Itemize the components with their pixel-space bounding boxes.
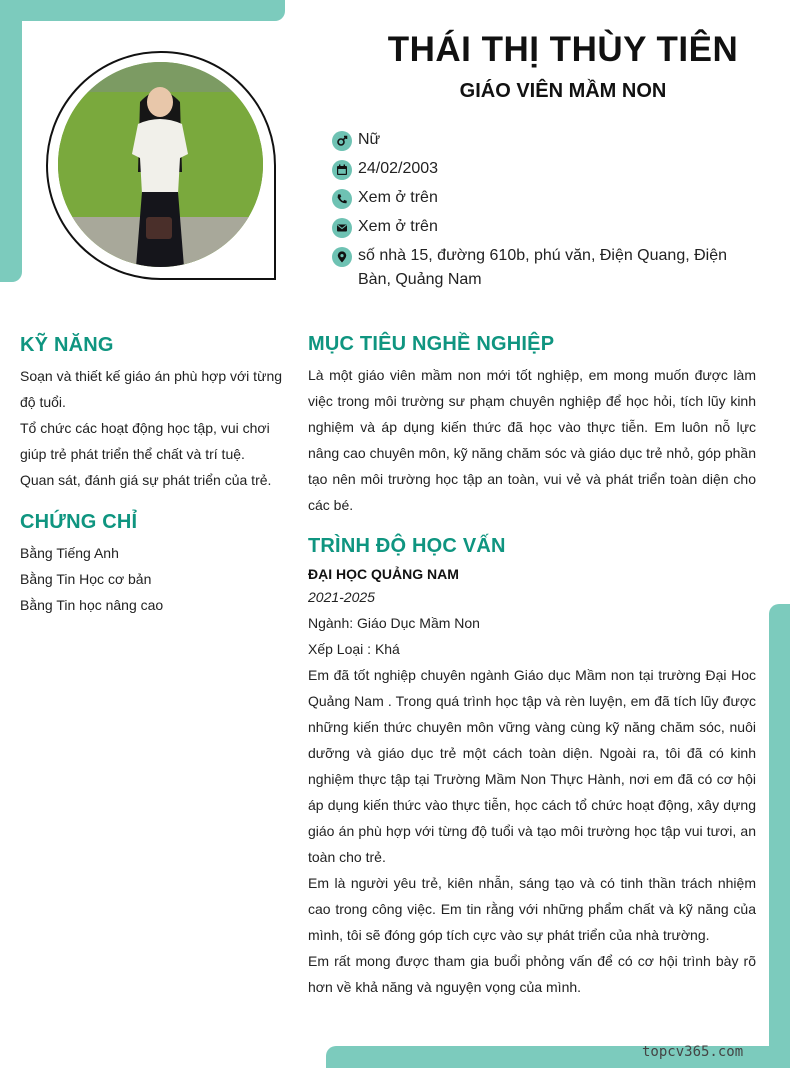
contact-address: [332, 246, 762, 292]
certificate-item: Bằng Tin Học cơ bản: [20, 571, 152, 587]
major: Ngành: Giáo Dục Mầm Non: [308, 615, 480, 631]
skill-item: Soạn và thiết kế giáo án phù hợp với từng độ tuổi.: [20, 368, 283, 410]
left-accent-bar: [0, 0, 22, 282]
certificates-section: [20, 511, 282, 618]
contact-text: số nhà 15, đường 610b, phú văn, Điện Quang, Điện Bàn, Quảng Nam: [358, 247, 728, 288]
objective-section: [308, 333, 756, 518]
education-paragraph: Em đã tốt nghiệp chuyên ngành Giáo dục Mầm non tại trường Đại Hoc Quảng Nam . Trong quá trình học tập và rèn luyện, em đã tích lũy được những kiến thức chuyên môn vững vàng cùng kỹ năng chăm sóc, nuôi dưỡng và giáo dục trẻ một cách toàn diện. Ngoài ra, tôi đã có kinh nghiệm thực tập tại Trường Mầm Non Thực Hành, nơi em đã có cơ hội áp dụng kiến thức vào thực tiễn, học cách tổ chức hoạt động, xây dựng giáo án phù hợp với từng độ tuổi và tạo môi trường học tập vui tươi, an toàn cho trẻ.: [308, 667, 756, 865]
profile-photo: [58, 62, 263, 267]
phone-icon: [332, 189, 352, 209]
contact-text: 24/02/2003: [358, 160, 439, 177]
contact-text: Xem ở trên: [358, 218, 438, 235]
certificate-item: Bằng Tiếng Anh: [20, 545, 119, 561]
rank: Xếp Loại : Khá: [308, 641, 400, 657]
education-paragraph: Em rất mong được tham gia buổi phỏng vấn để có cơ hội trình bày rõ hơn về khả năng và nguyện vọng của mình.: [308, 953, 756, 995]
education-section: [308, 535, 756, 1000]
skills-heading: KỸ NĂNG: [20, 334, 114, 356]
skills-section: [20, 334, 282, 493]
location-icon: [332, 247, 352, 267]
education-paragraph: Em là người yêu trẻ, kiên nhẫn, sáng tạo và có tinh thần trách nhiệm cao trong công việc. Em tin rằng với những phẩm chất và kỹ năng của mình, tôi sẽ đóng góp tích cực vào sự phát triển của nhà trường.: [308, 875, 756, 943]
skill-item: Quan sát, đánh giá sự phát triển của trẻ.: [20, 472, 272, 488]
skill-item: Tổ chức các hoạt động học tập, vui chơi giúp trẻ phát triển thể chất và trí tuệ.: [20, 420, 270, 462]
calendar-icon: [332, 160, 352, 180]
contact-phone: [332, 188, 762, 210]
certificate-item: Bằng Tin học nâng cao: [20, 597, 164, 613]
objective-heading: MỤC TIÊU NGHỀ NGHIỆP: [308, 333, 555, 355]
contact-list: [332, 130, 762, 299]
contact-text: Nữ: [358, 131, 381, 148]
gender-icon: [332, 131, 352, 151]
right-accent-bar: [769, 604, 790, 1068]
top-accent-bar: [0, 0, 285, 21]
contact-text: Xem ở trên: [358, 189, 438, 206]
certificates-heading: CHỨNG CHỈ: [20, 511, 138, 533]
education-heading: TRÌNH ĐỘ HỌC VẤN: [308, 535, 506, 557]
candidate-name: THÁI THỊ THÙY TIÊN: [387, 30, 739, 69]
footer-brand: topcv365.com: [642, 1044, 744, 1060]
contact-email: [332, 217, 762, 239]
contact-gender: [332, 130, 762, 152]
contact-birthday: [332, 159, 762, 181]
job-title: GIÁO VIÊN MẦM NON: [459, 80, 667, 102]
email-icon: [332, 218, 352, 238]
school-name: ĐẠI HỌC QUẢNG NAM: [308, 566, 459, 582]
study-period: 2021-2025: [308, 589, 375, 605]
objective-text: Là một giáo viên mầm non mới tốt nghiệp, em mong muốn được làm việc trong môi trường sư phạm chuyên nghiệp để học hỏi, tích lũy kinh nghiệm và áp dụng kiến thức đã học vào thực tiễn. Em luôn nỗ lực nâng cao chuyên môn, kỹ năng chăm sóc và giáo dục trẻ nhỏ, góp phần tạo nên môi trường học tập an toàn, vui vẻ và phát triển toàn diện cho các bé.: [308, 367, 756, 513]
